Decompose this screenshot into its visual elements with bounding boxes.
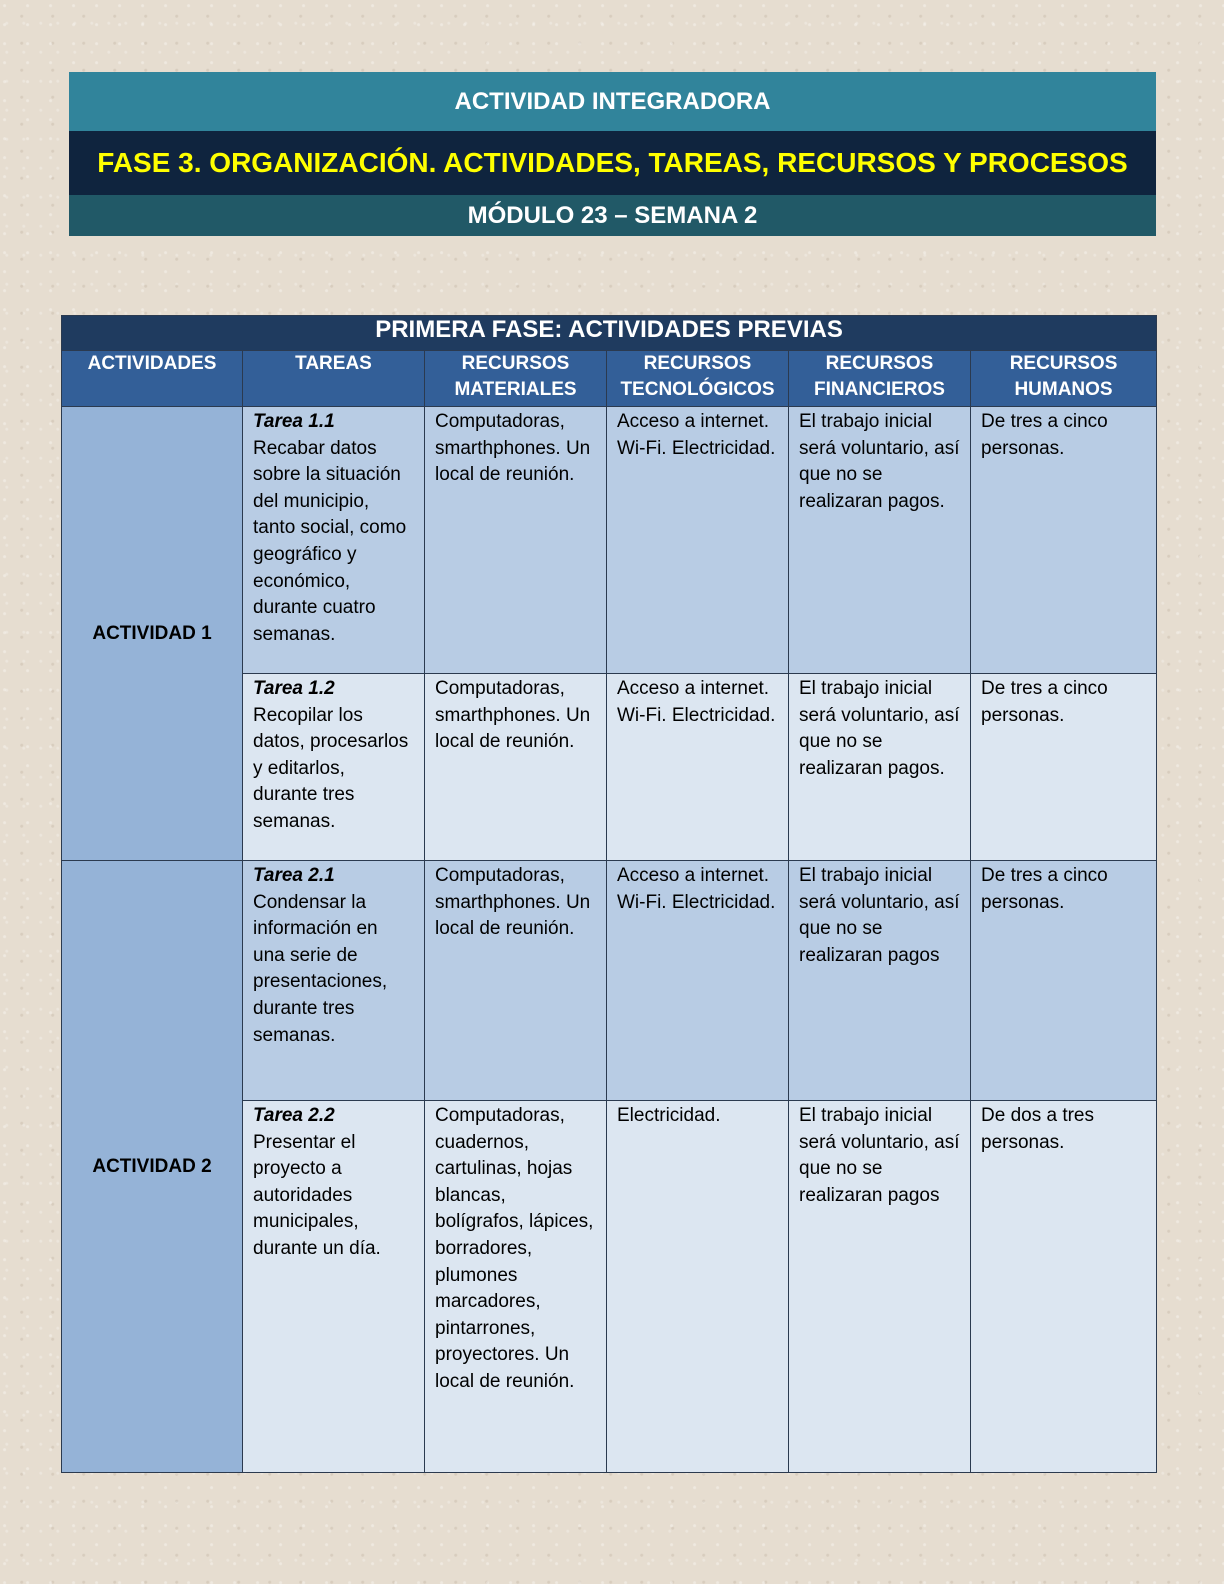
task-title: Tarea 1.1 [253, 411, 335, 432]
task-description: Recabar datos sobre la situación del municipio, tanto social, como geográfico y económico, durante cuatro semanas. [253, 437, 407, 645]
column-header-humanos: RECURSOS HUMANOS [971, 351, 1157, 407]
header-module-bar: MÓDULO 23 – SEMANA 2 [69, 195, 1156, 236]
column-header-financieros: RECURSOS FINANCIEROS [789, 351, 971, 407]
activities-table [61, 315, 1157, 1473]
task-description: Presentar el proyecto a autoridades municipales, durante un día. [253, 1131, 381, 1259]
document-header [69, 72, 1156, 236]
tecnologicos-cell: Acceso a internet. Wi-Fi. Electricidad. [607, 861, 789, 1101]
humanos-cell: De tres a cinco personas. [971, 674, 1157, 861]
tecnologicos-cell: Electricidad. [607, 1101, 789, 1473]
tecnologicos-cell: Acceso a internet. Wi-Fi. Electricidad. [607, 407, 789, 674]
task-description: Condensar la información en una serie de presentaciones, durante tres semanas. [253, 891, 388, 1046]
column-header-tareas: TAREAS [243, 351, 425, 407]
table-row [62, 861, 1157, 1101]
task-description: Recopilar los datos, procesarlos y editarlos, durante tres semanas. [253, 704, 409, 832]
task-cell [243, 861, 425, 1101]
activity-cell: ACTIVIDAD 2 [62, 861, 243, 1473]
humanos-cell: De tres a cinco personas. [971, 407, 1157, 674]
table-title: PRIMERA FASE: ACTIVIDADES PREVIAS [62, 316, 1157, 351]
activity-cell: ACTIVIDAD 1 [62, 407, 243, 861]
task-cell [243, 674, 425, 861]
financieros-cell: El trabajo inicial será voluntario, así que no se realizaran pagos [789, 1101, 971, 1473]
task-title: Tarea 1.2 [253, 678, 335, 699]
task-cell [243, 1101, 425, 1473]
materiales-cell: Computadoras, smarthphones. Un local de reunión. [425, 861, 607, 1101]
humanos-cell: De dos a tres personas. [971, 1101, 1157, 1473]
header-title-bar: ACTIVIDAD INTEGRADORA [69, 72, 1156, 131]
humanos-cell: De tres a cinco personas. [971, 861, 1157, 1101]
task-title: Tarea 2.2 [253, 1105, 335, 1126]
financieros-cell: El trabajo inicial será voluntario, así que no se realizaran pagos [789, 861, 971, 1101]
table-header-row [62, 351, 1157, 407]
column-header-actividades: ACTIVIDADES [62, 351, 243, 407]
header-phase-bar: FASE 3. ORGANIZACIÓN. ACTIVIDADES, TAREAS, RECURSOS Y PROCESOS [69, 131, 1156, 195]
table-title-row [62, 316, 1157, 351]
financieros-cell: El trabajo inicial será voluntario, así que no se realizaran pagos. [789, 674, 971, 861]
column-header-materiales: RECURSOS MATERIALES [425, 351, 607, 407]
tecnologicos-cell: Acceso a internet. Wi-Fi. Electricidad. [607, 674, 789, 861]
materiales-cell: Computadoras, smarthphones. Un local de reunión. [425, 674, 607, 861]
financieros-cell: El trabajo inicial será voluntario, así que no se realizaran pagos. [789, 407, 971, 674]
task-title: Tarea 2.1 [253, 865, 335, 886]
column-header-tecnologicos: RECURSOS TECNOLÓGICOS [607, 351, 789, 407]
materiales-cell: Computadoras, smarthphones. Un local de reunión. [425, 407, 607, 674]
task-cell [243, 407, 425, 674]
table-row [62, 407, 1157, 674]
materiales-cell: Computadoras, cuadernos, cartulinas, hojas blancas, bolígrafos, lápices, borradores, plumones marcadores, pintarrones, proyectores. Un local de reunión. [425, 1101, 607, 1473]
